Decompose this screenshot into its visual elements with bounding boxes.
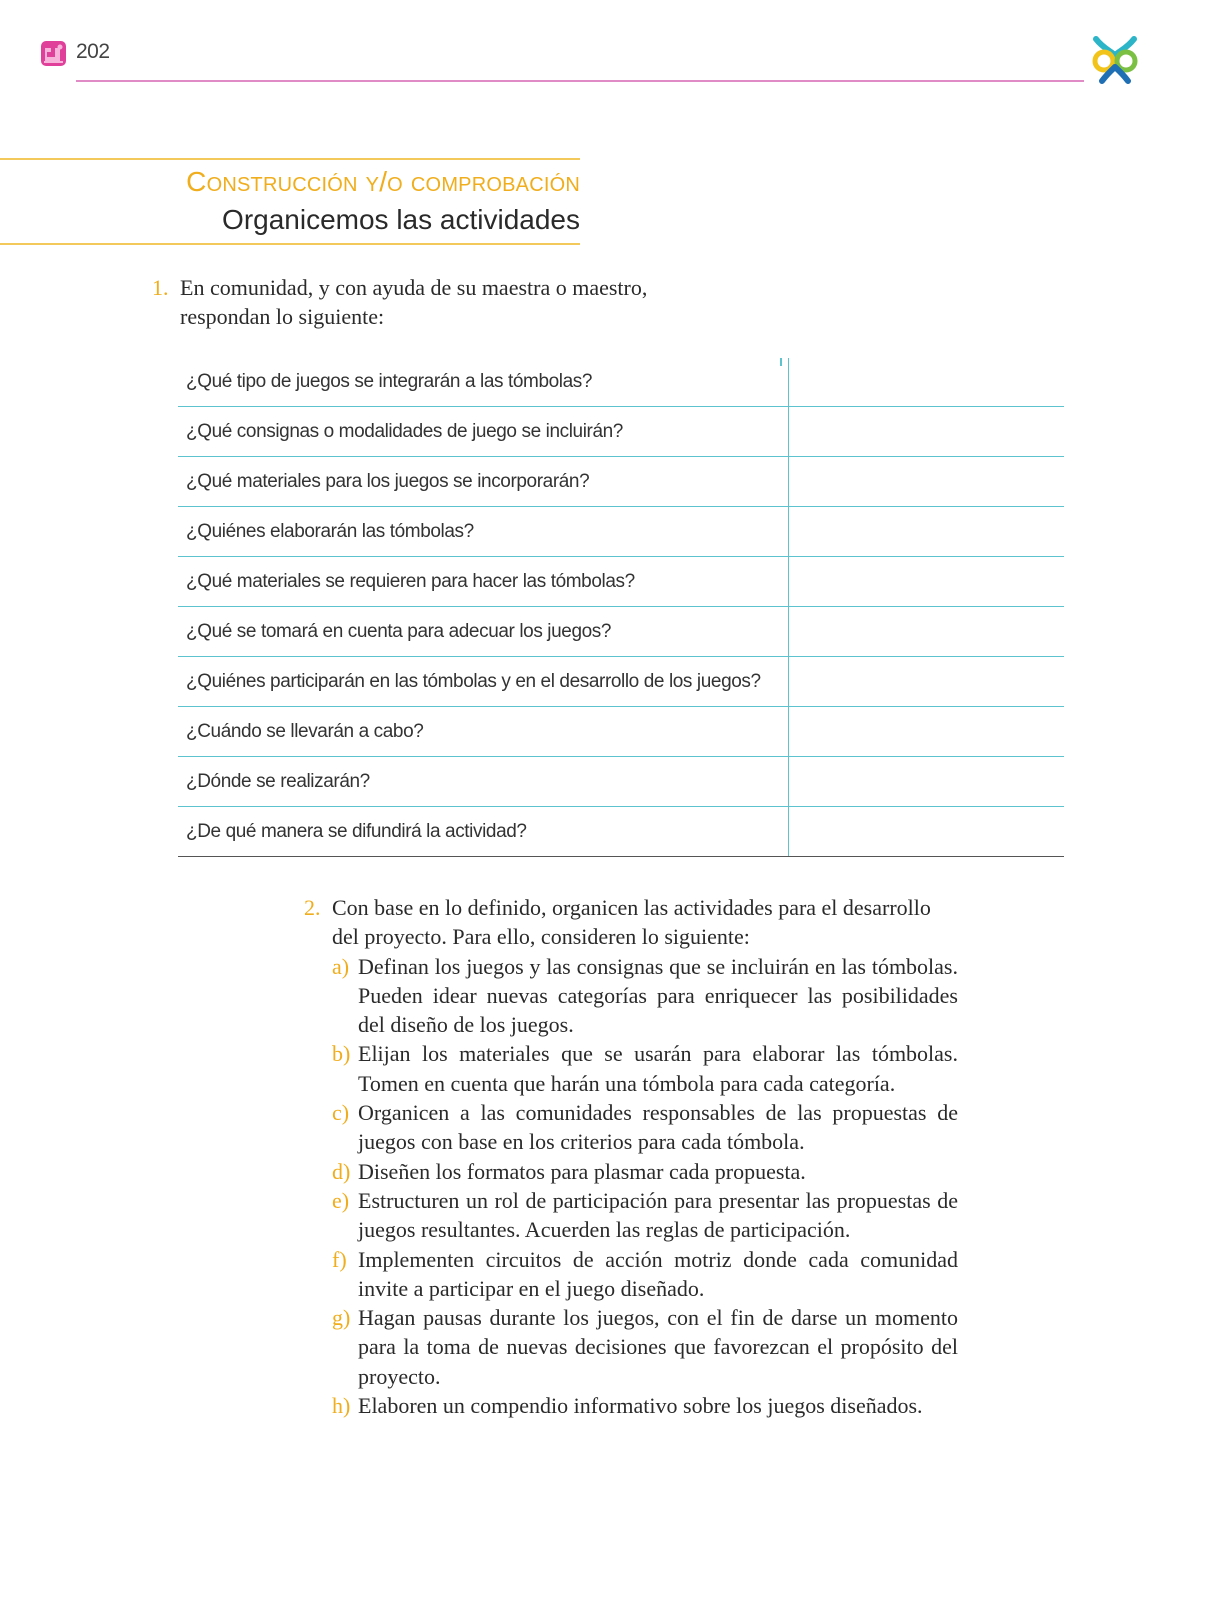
- list-item: [304, 1039, 958, 1098]
- title-rule-bottom: [0, 243, 580, 245]
- page-number: 202: [76, 40, 110, 63]
- question-2-list: [304, 952, 958, 1421]
- row-question: ¿Qué se tomará en cuenta para adecuar los juegos?: [178, 607, 789, 657]
- table-row: [178, 358, 1064, 407]
- question-1-number: 1.: [152, 275, 169, 300]
- row-question: ¿Qué materiales para los juegos se incorporarán?: [178, 457, 789, 507]
- table-row: [178, 557, 1064, 607]
- item-text: Definan los juegos y las consignas que se incluirán en las tómbolas. Pueden idear nuevas categorías para enriquecer las posibilidades del diseño de los juegos.: [358, 953, 958, 1038]
- list-item: [304, 1098, 958, 1157]
- question-1: [152, 273, 712, 329]
- table-row: [178, 507, 1064, 557]
- list-item: [304, 1186, 958, 1245]
- title-rule-top: [0, 158, 580, 160]
- list-item: [304, 1157, 958, 1186]
- row-question: ¿Qué tipo de juegos se integrarán a las tómbolas?: [178, 358, 789, 407]
- item-letter: e): [332, 1187, 350, 1213]
- table-row: [178, 757, 1064, 807]
- header-rule: [76, 80, 1084, 82]
- item-text: Estructuren un rol de participación para presentar las propuestas de juegos resultantes. Acuerden las reglas de participación.: [358, 1187, 958, 1243]
- item-letter: a): [332, 953, 350, 979]
- item-letter: d): [332, 1158, 351, 1184]
- row-answer-cell[interactable]: [789, 607, 1065, 657]
- section-label: Construcción y/o comprobación: [186, 166, 580, 197]
- table-row: [178, 407, 1064, 457]
- table-row: [178, 707, 1064, 757]
- list-item: [304, 1303, 958, 1391]
- item-letter: h): [332, 1393, 351, 1419]
- row-answer-cell[interactable]: [789, 757, 1065, 807]
- row-answer-cell[interactable]: [789, 807, 1065, 857]
- item-letter: c): [332, 1100, 350, 1126]
- item-text: Diseñen los formatos para plasmar cada propuesta.: [358, 1158, 806, 1184]
- item-text: Elijan los materiales que se usarán para elaborar las tómbolas. Tomen en cuenta que harán una tómbola para cada categoría.: [358, 1041, 958, 1096]
- table-row: [178, 457, 1064, 507]
- row-answer-cell[interactable]: [789, 358, 1065, 407]
- table-row: [178, 807, 1064, 857]
- row-question: ¿Quiénes elaborarán las tómbolas?: [178, 507, 789, 557]
- row-answer-cell[interactable]: [789, 457, 1065, 507]
- row-answer-cell[interactable]: [789, 707, 1065, 757]
- section-subtitle: Organicemos las actividades: [222, 204, 580, 235]
- row-question: ¿Qué consignas o modalidades de juego se incluirán?: [178, 407, 789, 457]
- question-2-text: Con base en lo definido, organicen las actividades para el desarrollo del proyecto. Para ello, consideren lo siguiente:: [332, 895, 931, 950]
- question-2-number: 2.: [304, 895, 321, 920]
- table-row: [178, 657, 1064, 707]
- row-answer-cell[interactable]: [789, 657, 1065, 707]
- item-text: Implementen circuitos de acción motriz donde cada comunidad invite a participar en el juego diseñado.: [358, 1246, 958, 1301]
- item-text: Organicen a las comunidades responsables de las propuestas de juegos con base en los criterios para cada tómbola.: [358, 1100, 958, 1155]
- list-item: [304, 952, 958, 1040]
- row-question: ¿Cuándo se llevarán a cabo?: [178, 707, 789, 757]
- list-item: [304, 1245, 958, 1304]
- questions-table: [178, 358, 1064, 857]
- row-answer-cell[interactable]: [789, 557, 1065, 607]
- row-answer-cell[interactable]: [789, 507, 1065, 557]
- list-item: [304, 1391, 958, 1420]
- row-question: ¿Dónde se realizarán?: [178, 757, 789, 807]
- item-letter: g): [332, 1305, 351, 1331]
- row-question: ¿Qué materiales se requieren para hacer las tómbolas?: [178, 557, 789, 607]
- question-1-text: En comunidad, y con ayuda de su maestra o maestro, respondan lo siguiente:: [180, 275, 648, 329]
- item-letter: f): [332, 1246, 347, 1272]
- question-2-intro: [304, 893, 958, 952]
- row-question: ¿De qué manera se difundirá la actividad?: [178, 807, 789, 857]
- item-letter: b): [332, 1041, 351, 1067]
- table-row: [178, 607, 1064, 657]
- colorful-figure-logo: [1088, 33, 1142, 87]
- row-question: ¿Quiénes participarán en las tómbolas y en el desarrollo de los juegos?: [178, 657, 789, 707]
- pink-glyph-icon: [40, 40, 67, 67]
- question-2: [304, 893, 958, 1420]
- item-text: Hagan pausas durante los juegos, con el fin de darse un momento para la toma de nuevas decisiones que favorezcan el propósito del proyecto.: [358, 1305, 958, 1389]
- row-answer-cell[interactable]: [789, 407, 1065, 457]
- item-text: Elaboren un compendio informativo sobre los juegos diseñados.: [358, 1393, 923, 1419]
